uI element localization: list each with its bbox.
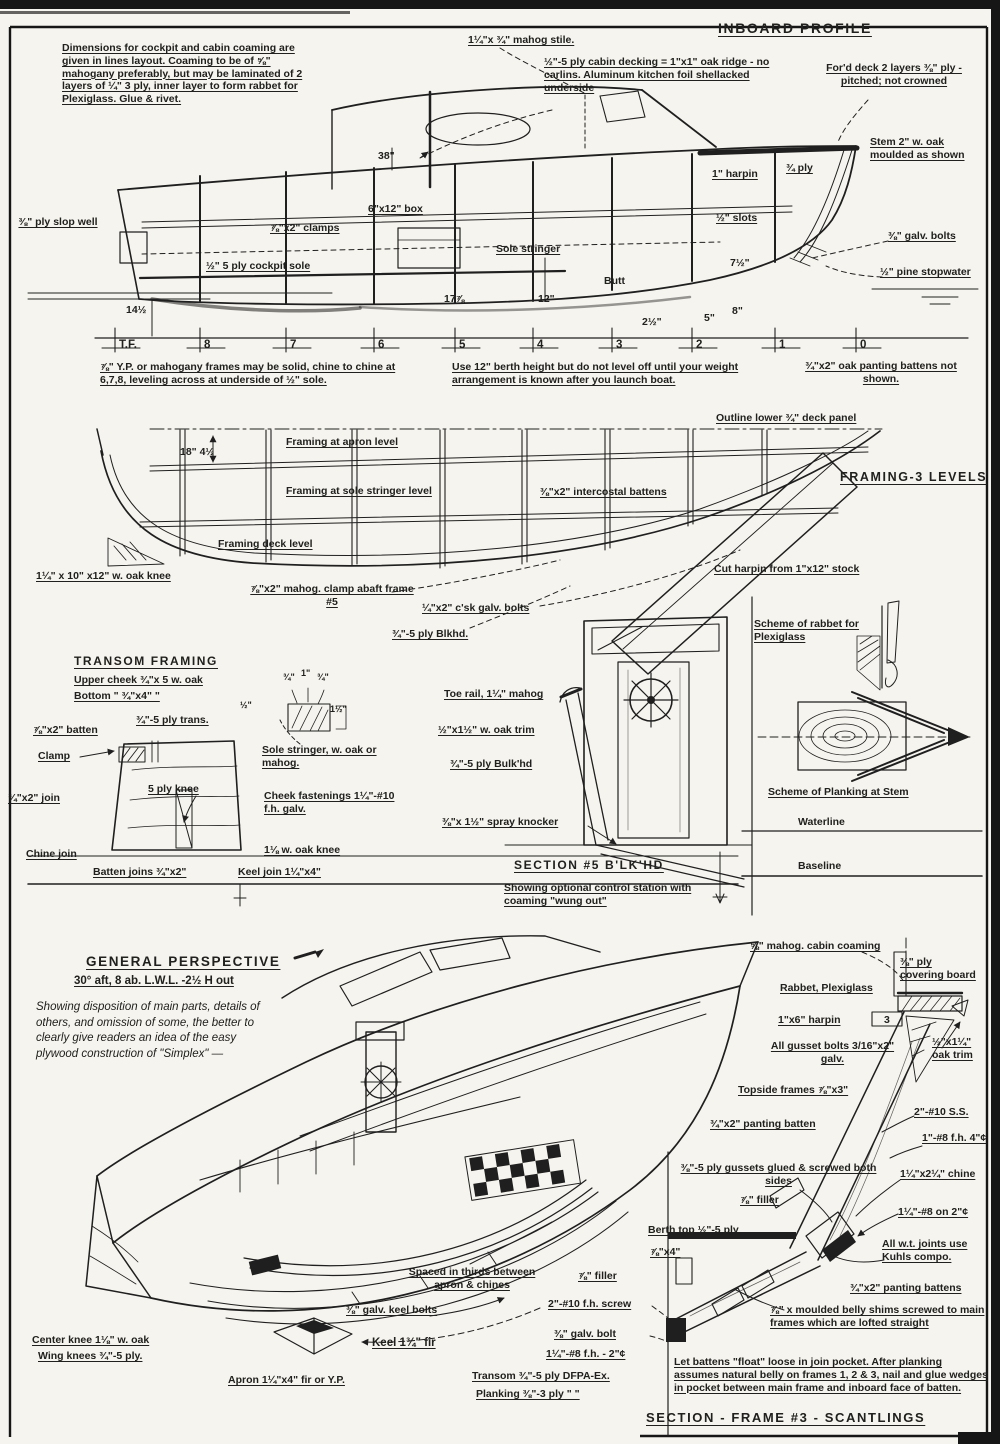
label-clamp-abaft: ⅞"x2" mahog. clamp abaft frame #5 (250, 583, 414, 608)
label-harpin-1x6: 1"x6" harpin (778, 1014, 841, 1026)
inboard-profile-title: INBOARD PROFILE (718, 20, 872, 36)
label-wing-knees: Wing knees ¾"-5 ply. (38, 1350, 143, 1362)
label-clamp: Clamp (38, 750, 71, 762)
dim-8: 8" (732, 305, 743, 317)
label-fh-screws: 1"-#8 f.h. 4"¢ (922, 1132, 987, 1144)
label-galv-bolt: ⅜" galv. bolt (554, 1328, 616, 1340)
label-clamps: ⅞"x2" clamps (270, 222, 340, 234)
label-outline-deck-panel: Outline lower ¾" deck panel (716, 412, 857, 424)
label-spray-knocker: ⅜"x 1½" spray knocker (442, 816, 559, 828)
transom-title: TRANSOM FRAMING (74, 654, 218, 668)
label-fh-8: 1¼"-#8 f.h. - 2"¢ (546, 1348, 626, 1360)
label-trans-ply: ¾"-5 ply trans. (136, 714, 209, 726)
station-7: 7 (290, 339, 297, 351)
note-battens: ¾"x2" oak panting battens not shown. (805, 360, 957, 385)
label-toe-rail: Toe rail, 1¼" mahog (444, 688, 544, 700)
note-frames: ⅞" Y.P. or mahogany frames may be solid, chine to chine at 6,7,8, leveling across at underside of ½" sole. (100, 361, 396, 386)
label-batten: ⅞"x2" batten (33, 724, 98, 736)
label-batten-joins: Batten joins ¾"x2" (93, 866, 187, 878)
label-cabin-coaming: ⅝" mahog. cabin coaming (750, 940, 881, 952)
label-oak-trim-small: ½"x1¼" oak trim (932, 1036, 973, 1061)
label-sole-level: Framing at sole stringer level (286, 485, 432, 497)
station-8: 8 (204, 339, 211, 351)
label-cabin-decking: ½"-5 ply cabin decking = 1"x1" oak ridge - no carlins. Aluminum kitchen foil shellacked underside (544, 56, 770, 94)
label-planking-scheme: Scheme of Planking at Stem (768, 786, 909, 798)
label-cheek-fastenings: Cheek fastenings 1¼"-#10 f.h. galv. (264, 790, 395, 815)
label-sole-stringer-material: Sole stringer, w. oak or mahog. (262, 744, 377, 769)
label-transom-ply: Transom ¾"-5 ply DFPA-Ex. (472, 1370, 610, 1382)
label-cockpit-sole: ½" 5 ply cockpit sole (206, 260, 311, 272)
label-slop-well: ⅜" ply slop well (18, 216, 98, 228)
station-3: 3 (616, 339, 623, 351)
station-4: 4 (537, 339, 544, 351)
transom-dim-c: ¾" (317, 672, 329, 682)
station-2: 2 (696, 339, 703, 351)
dim-5: 5" (704, 312, 715, 324)
label-sole-stringer: Sole stringer (496, 243, 561, 255)
label-oak-knee-118: 1⅛ w. oak knee (264, 844, 341, 856)
dim-12: 12" (538, 293, 555, 305)
label-deck-level: Framing deck level (218, 538, 313, 550)
dim-3: 3 (884, 1014, 890, 1026)
label-bulkhd: ¾"-5 ply Bulk'hd (450, 758, 533, 770)
framing-title: FRAMING-3 LEVELS (840, 470, 988, 484)
dim-17: 17⅞ (444, 293, 465, 305)
label-intercostal: ⅜"x2" intercostal battens (540, 486, 667, 498)
label-bottom-cheek: Bottom " ¾"x4" " (74, 690, 160, 702)
transom-dim-e: 1½" (330, 704, 347, 714)
station-tf: T.F. (119, 339, 137, 351)
label-oak-trim: ½"x1½" w. oak trim (438, 724, 535, 736)
dim-2-5: 2½" (642, 316, 662, 328)
label-covering-board: ⅜" ply covering board (900, 956, 976, 981)
label-keel-join: Keel join 1¼"x4" (238, 866, 321, 878)
label-berth-top: Berth top ½"-5 ply (648, 1224, 739, 1236)
label-stem: Stem 2" w. oak moulded as shown (870, 136, 965, 161)
label-waterline: Waterline (798, 816, 845, 828)
dim-levels: 18" 4½ (180, 446, 215, 458)
bulkhead5-title: SECTION #5 B'LK'HD (514, 858, 664, 872)
label-upper-cheek: Upper cheek ¾"x 5 w. oak (74, 674, 203, 686)
label-topside-frames: Topside frames ⅞"x3" (738, 1084, 849, 1096)
label-on-centers: 1¼"-#8 on 2"¢ (898, 1206, 969, 1218)
label-planking-ply: Planking ⅜"-3 ply " " (476, 1388, 580, 1400)
label-wt-joints: All w.t. joints use Kuhls compo. (882, 1238, 968, 1263)
label-box: 6"x12" box (368, 203, 423, 215)
label-ply: ¾ ply (786, 162, 813, 174)
label-csk-bolts: ¼"x2" c'sk galv. bolts (422, 602, 530, 614)
label-keel-bolts: ⅜" galv. keel bolts (346, 1304, 438, 1316)
transom-dim-b: 1" (301, 668, 311, 678)
label-filler-top: ⅞" filler (740, 1194, 779, 1206)
perspective-subtitle: 30° aft, 8 ab. L.W.L. -2½ H out (74, 975, 234, 987)
label-chine: 1¼"x2¼" chine (900, 1168, 976, 1180)
station-1: 1 (779, 339, 786, 351)
label-filler-bottom: ⅞" filler (578, 1270, 617, 1282)
dim-7-5: 7½" (730, 257, 750, 269)
dim-38: 38" (378, 150, 395, 162)
label-fh-screw: 2"-#10 f.h. screw (548, 1298, 632, 1310)
station-0: 0 (860, 339, 867, 351)
label-join: ¾"x2" join (8, 792, 60, 804)
perspective-title: GENERAL PERSPECTIVE (86, 954, 281, 969)
label-gusset-bolts: All gusset bolts 3/16"x2" galv. (770, 1040, 895, 1065)
label-panting-batten: ¾"x2" panting batten (710, 1118, 816, 1130)
note-coaming: Dimensions for cockpit and cabin coaming are given in lines layout. Coaming to be of ⅝" mahogany preferably, but may be laminated of 2 layers of ¼" 3 ply, inner layer to form rabbet for Plexiglass. Glue & rivet. (62, 42, 303, 106)
station-5: 5 (459, 339, 466, 351)
label-center-knee: Center knee 1⅛" w. oak (32, 1334, 150, 1346)
perspective-note: Showing disposition of main parts, details of others, and omission of some, the better to clearly give readers an idea of the easy plywood construction of "Simplex" — (36, 1001, 260, 1060)
label-chine-join: Chine join (26, 848, 77, 860)
label-spaced-thirds: Spaced in thirds between apron & chines (408, 1266, 536, 1291)
note-berth: Use 12" berth height but do not level off until your weight arrangement is known after you launch boat. (452, 361, 739, 386)
label-belly-shims: ⅞" x moulded belly shims screwed to main frames which are lofted straight (770, 1304, 985, 1329)
label-apron-level: Framing at apron level (286, 436, 399, 448)
label-rabbet-scheme: Scheme of rabbet for Plexiglass (754, 618, 860, 643)
label-rabbet-plexiglass: Rabbet, Plexiglass (780, 982, 873, 994)
label-blkhd: ¾"-5 ply Blkhd. (392, 628, 469, 640)
label-ss-screws: 2"-#10 S.S. (914, 1106, 969, 1118)
label-ply-knee: 5 ply knee (148, 783, 199, 795)
label-panting-battens: ¾"x2" panting battens (850, 1282, 962, 1294)
label-slots: ½" slots (716, 212, 758, 224)
label-butt: Butt (604, 275, 625, 287)
note-battens-float: Let battens "float" loose in join pocket. After planking assumes natural belly on frames 1, 2 & 3, nail and glue wedges in pocket between main frame and inboard face of batten. (674, 1356, 988, 1394)
label-oak-knee: 1¼" x 10" x12" w. oak knee (36, 570, 171, 582)
label-cleat: ⅞"x4" (650, 1246, 681, 1258)
label-mahog-stile: 1¼"x ¾" mahog stile. (468, 34, 575, 46)
frame3-title: SECTION - FRAME #3 - SCANTLINGS (646, 1410, 926, 1425)
transom-dim-a: ¾" (283, 672, 295, 682)
station-6: 6 (378, 339, 385, 351)
label-galv-bolts: ⅜" galv. bolts (888, 230, 956, 242)
label-harpin: 1" harpin (712, 168, 758, 180)
label-apron: Apron 1¼"x4" fir or Y.P. (228, 1374, 345, 1386)
checkered-sole (465, 1140, 581, 1201)
label-harpin-stock: Cut harpin from 1"x12" stock (714, 563, 860, 575)
label-stopwater: ½" pine stopwater (880, 266, 971, 278)
label-gussets: ⅜"-5 ply gussets glued & screwed both sides (680, 1162, 877, 1187)
label-baseline: Baseline (798, 860, 842, 872)
transom-dim-d: ½" (240, 700, 252, 710)
label-keel: Keel 1¾" fir (372, 1337, 436, 1349)
dim-14-5: 14½ (126, 304, 147, 316)
bulkhead5-subtitle: Showing optional control station with coaming "wung out" (504, 882, 692, 907)
label-ford-deck: For'd deck 2 layers ⅜" ply - pitched; not crowned (826, 62, 962, 87)
